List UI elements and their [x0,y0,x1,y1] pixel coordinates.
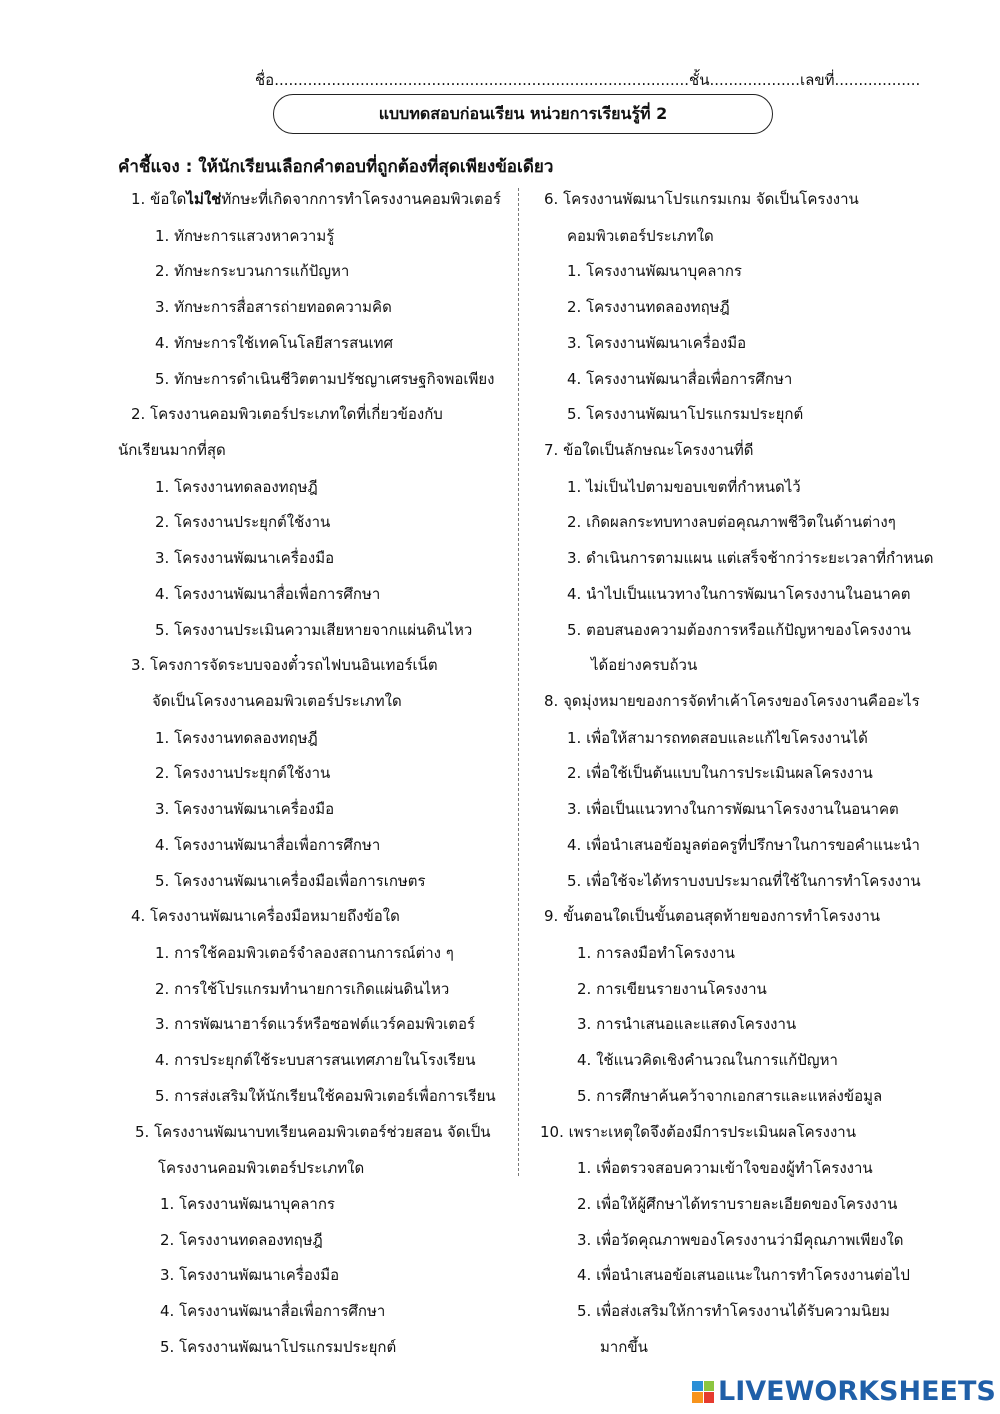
liveworksheets-logo-icon [692,1381,714,1403]
q8-option-1[interactable]: 1. เพื่อให้สามารถทดสอบและแก้ไขโครงงานได้ [567,729,868,747]
student-info-line: ชื่อ.......................................................................................ชั้น...................เลขที่.................. [255,71,921,89]
q9-option-1[interactable]: 1. การลงมือทำโครงงาน [577,944,735,962]
q2-option-4[interactable]: 4. โครงงานพัฒนาสื่อเพื่อการศึกษา [155,585,381,603]
negation-emphasis: ไม่ใช่ [186,190,222,208]
q5-option-1[interactable]: 1. โครงงานพัฒนาบุคลากร [160,1195,335,1213]
q10-option-2[interactable]: 2. เพื่อให้ผู้ศึกษาได้ทราบรายละเอียดของโครงงาน [577,1195,898,1213]
q3-option-3[interactable]: 3. โครงงานพัฒนาเครื่องมือ [155,800,335,818]
q9-option-2[interactable]: 2. การเขียนรายงานโครงงาน [577,980,767,998]
q6-option-5[interactable]: 5. โครงงานพัฒนาโปรแกรมประยุกต์ [567,405,804,423]
question-6-cont: คอมพิวเตอร์ประเภทใด [567,227,714,245]
q7-option-3[interactable]: 3. ดำเนินการตามแผน แต่เสร็จช้ากว่าระยะเวลาที่กำหนด [567,549,934,567]
q4-option-3[interactable]: 3. การพัฒนาฮาร์ดแวร์หรือซอฟต์แวร์คอมพิวเตอร์ [155,1015,476,1033]
question-5: 5. โครงงานพัฒนาบทเรียนคอมพิวเตอร์ช่วยสอน จัดเป็น [135,1123,491,1141]
q7-option-5[interactable]: 5. ตอบสนองความต้องการหรือแก้ปัญหาของโครงงาน [567,621,911,639]
q4-option-2[interactable]: 2. การใช้โปรแกรมทำนายการเกิดแผ่นดินไหว [155,980,450,998]
q9-option-5[interactable]: 5. การศึกษาค้นคว้าจากเอกสารและแหล่งข้อมูล [577,1087,883,1105]
question-6: 6. โครงงานพัฒนาโปรแกรมเกม จัดเป็นโครงงาน [544,190,859,208]
test-title-box [273,94,773,134]
q5-option-4[interactable]: 4. โครงงานพัฒนาสื่อเพื่อการศึกษา [160,1302,386,1320]
question-3-cont: จัดเป็นโครงงานคอมพิวเตอร์ประเภทใด [152,692,402,710]
q1-option-1[interactable]: 1. ทักษะการแสวงหาความรู้ [155,227,335,245]
q2-option-1[interactable]: 1. โครงงานทดลองทฤษฎี [155,478,318,496]
column-divider [518,188,519,1176]
question-5-cont: โครงงานคอมพิวเตอร์ประเภทใด [158,1159,365,1177]
q3-option-5[interactable]: 5. โครงงานพัฒนาเครื่องมือเพื่อการเกษตร [155,872,426,890]
q7-option-2[interactable]: 2. เกิดผลกระทบทางลบต่อคุณภาพชีวิตในด้านต่างๆ [567,513,896,531]
q3-option-4[interactable]: 4. โครงงานพัฒนาสื่อเพื่อการศึกษา [155,836,381,854]
q5-option-3[interactable]: 3. โครงงานพัฒนาเครื่องมือ [160,1266,340,1284]
test-title: แบบทดสอบก่อนเรียน หน่วยการเรียนรู้ที่ 2 [378,103,668,123]
question-10: 10. เพราะเหตุใดจึงต้องมีการประเมินผลโครงงาน [540,1123,856,1141]
question-2: 2. โครงงานคอมพิวเตอร์ประเภทใดที่เกี่ยวข้องกับ [131,405,443,423]
q5-option-2[interactable]: 2. โครงงานทดลองทฤษฎี [160,1231,323,1249]
question-4: 4. โครงงานพัฒนาเครื่องมือหมายถึงข้อใด [131,907,400,925]
liveworksheets-logo [692,1376,996,1407]
q8-option-2[interactable]: 2. เพื่อใช้เป็นต้นแบบในการประเมินผลโครงงาน [567,764,873,782]
question-2-cont: นักเรียนมากที่สุด [118,441,226,459]
q4-option-4[interactable]: 4. การประยุกต์ใช้ระบบสารสนเทศภายในโรงเรียน [155,1051,476,1069]
question-7: 7. ข้อใดเป็นลักษณะโครงงานที่ดี [544,441,754,459]
q1-option-2[interactable]: 2. ทักษะกระบวนการแก้ปัญหา [155,262,350,280]
question-3: 3. โครงการจัดระบบจองตั๋วรถไฟบนอินเทอร์เน็ต [131,656,438,674]
q8-option-5[interactable]: 5. เพื่อใช้จะได้ทราบงบประมาณที่ใช้ในการทำโครงงาน [567,872,921,890]
q9-option-3[interactable]: 3. การนำเสนอและแสดงโครงงาน [577,1015,797,1033]
q6-option-4[interactable]: 4. โครงงานพัฒนาสื่อเพื่อการศึกษา [567,370,793,388]
instruction: คำชี้แจง : ให้นักเรียนเลือกคำตอบที่ถูกต้องที่สุดเพียงข้อเดียว [118,157,554,177]
question-8: 8. จุดมุ่งหมายของการจัดทำเค้าโครงของโครงงานคืออะไร [544,692,920,710]
q5-option-5[interactable]: 5. โครงงานพัฒนาโปรแกรมประยุกต์ [160,1338,397,1356]
question-1: 1. ข้อใดไม่ใช่ทักษะที่เกิดจากการทำโครงงานคอมพิวเตอร์ [131,190,501,208]
q7-option-1[interactable]: 1. ไม่เป็นไปตามขอบเขตที่กำหนดไว้ [567,478,801,496]
q8-option-3[interactable]: 3. เพื่อเป็นแนวทางในการพัฒนาโครงงานในอนาคต [567,800,899,818]
q7-option-5-cont: ได้อย่างครบถ้วน [591,656,698,674]
q3-option-1[interactable]: 1. โครงงานทดลองทฤษฎี [155,729,318,747]
q2-option-3[interactable]: 3. โครงงานพัฒนาเครื่องมือ [155,549,335,567]
q2-option-5[interactable]: 5. โครงงานประเมินความเสียหายจากแผ่นดินไหว [155,621,473,639]
q10-option-1[interactable]: 1. เพื่อตรวจสอบความเข้าใจของผู้ทำโครงงาน [577,1159,873,1177]
q10-option-5[interactable]: 5. เพื่อส่งเสริมให้การทำโครงงานได้รับความนิยม [577,1302,890,1320]
q4-option-5[interactable]: 5. การส่งเสริมให้นักเรียนใช้คอมพิวเตอร์เพื่อการเรียน [155,1087,496,1105]
q10-option-3[interactable]: 3. เพื่อวัดคุณภาพของโครงงานว่ามีคุณภาพเพียงใด [577,1231,904,1249]
question-9: 9. ขั้นตอนใดเป็นขั้นตอนสุดท้ายของการทำโครงงาน [544,907,880,925]
q1-option-4[interactable]: 4. ทักษะการใช้เทคโนโลยีสารสนเทศ [155,334,394,352]
q6-option-1[interactable]: 1. โครงงานพัฒนาบุคลากร [567,262,742,280]
q4-option-1[interactable]: 1. การใช้คอมพิวเตอร์จำลองสถานการณ์ต่าง ๆ [155,944,454,962]
q10-option-4[interactable]: 4. เพื่อนำเสนอข้อเสนอแนะในการทำโครงงานต่อไป [577,1266,910,1284]
q2-option-2[interactable]: 2. โครงงานประยุกต์ใช้งาน [155,513,331,531]
q3-option-2[interactable]: 2. โครงงานประยุกต์ใช้งาน [155,764,331,782]
q9-option-4[interactable]: 4. ใช้แนวคิดเชิงคำนวณในการแก้ปัญหา [577,1051,838,1069]
q10-option-5-cont: มากขึ้น [600,1338,648,1356]
q8-option-4[interactable]: 4. เพื่อนำเสนอข้อมูลต่อครูที่ปรึกษาในการขอคำแนะนำ [567,836,920,854]
q1-option-5[interactable]: 5. ทักษะการดำเนินชีวิตตามปรัชญาเศรษฐกิจพอเพียง [155,370,495,388]
q6-option-2[interactable]: 2. โครงงานทดลองทฤษฎี [567,298,730,316]
q7-option-4[interactable]: 4. นำไปเป็นแนวทางในการพัฒนาโครงงานในอนาคต [567,585,911,603]
q6-option-3[interactable]: 3. โครงงานพัฒนาเครื่องมือ [567,334,747,352]
q1-option-3[interactable]: 3. ทักษะการสื่อสารถ่ายทอดความคิด [155,298,392,316]
logo-text: LIVEWORKSHEETS [718,1376,996,1407]
